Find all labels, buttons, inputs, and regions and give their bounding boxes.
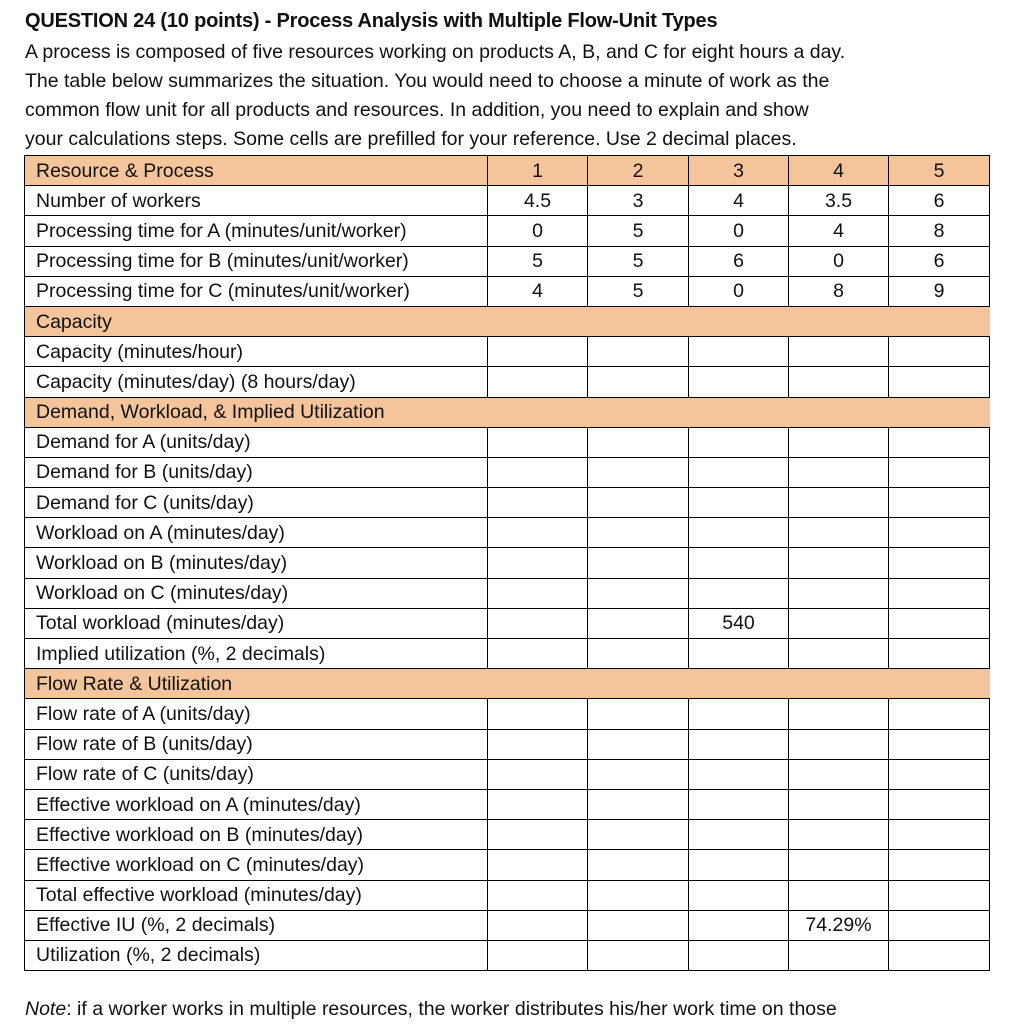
resource-3-cell[interactable]: 540 bbox=[689, 608, 789, 638]
resource-5-cell[interactable] bbox=[889, 427, 990, 457]
resource-5-cell[interactable] bbox=[889, 820, 990, 850]
input-row bbox=[25, 216, 990, 246]
table-row bbox=[25, 337, 990, 367]
table-row bbox=[25, 548, 990, 578]
resource-4-cell[interactable] bbox=[789, 457, 889, 487]
resource-4-cell[interactable]: 3.5 bbox=[789, 186, 889, 216]
resource-4-cell[interactable] bbox=[789, 940, 889, 970]
resource-3-cell[interactable]: 6 bbox=[689, 246, 789, 276]
row-label: Workload on A (minutes/day) bbox=[25, 518, 488, 548]
intro-line: common flow unit for all products and resources. In addition, you need to explain and show bbox=[25, 99, 809, 121]
resource-2-cell[interactable]: 5 bbox=[588, 246, 689, 276]
input-row bbox=[25, 276, 990, 306]
resource-4-cell[interactable] bbox=[789, 820, 889, 850]
resource-1-cell[interactable]: 4 bbox=[488, 276, 588, 306]
resource-2-cell[interactable] bbox=[588, 880, 689, 910]
table-row bbox=[25, 488, 990, 518]
resource-1-header: 1 bbox=[488, 156, 588, 186]
table-row bbox=[25, 639, 990, 669]
resource-4-cell[interactable] bbox=[789, 789, 889, 819]
resource-2-cell[interactable]: 5 bbox=[588, 276, 689, 306]
resource-2-cell[interactable]: 3 bbox=[588, 186, 689, 216]
section-title: Demand, Workload, & Implied Utilization bbox=[25, 397, 990, 427]
resource-3-cell[interactable] bbox=[689, 850, 789, 880]
resource-2-cell[interactable] bbox=[588, 850, 689, 880]
row-label: Flow rate of A (units/day) bbox=[25, 699, 488, 729]
resource-5-cell[interactable] bbox=[889, 578, 990, 608]
row-label: Processing time for C (minutes/unit/worker) bbox=[25, 276, 488, 306]
footnote bbox=[25, 996, 837, 1022]
intro-line: The table below summarizes the situation. You would need to choose a minute of work as the bbox=[25, 70, 830, 92]
intro-line: your calculations steps. Some cells are prefilled for your reference. Use 2 decimal places. bbox=[25, 128, 797, 150]
resource-4-cell[interactable] bbox=[789, 639, 889, 669]
resource-1-cell[interactable] bbox=[488, 820, 588, 850]
resource-2-cell[interactable]: 5 bbox=[588, 216, 689, 246]
resource-4-cell[interactable] bbox=[789, 850, 889, 880]
process-table bbox=[24, 155, 990, 971]
resource-3-cell[interactable] bbox=[689, 639, 789, 669]
resource-3-cell[interactable] bbox=[689, 427, 789, 457]
table-row bbox=[25, 367, 990, 397]
resource-2-cell[interactable] bbox=[588, 367, 689, 397]
header-label: Resource & Process bbox=[25, 156, 488, 186]
resource-2-cell[interactable] bbox=[588, 608, 689, 638]
resource-5-header: 5 bbox=[889, 156, 990, 186]
resource-2-cell[interactable] bbox=[588, 789, 689, 819]
resource-1-cell[interactable] bbox=[488, 789, 588, 819]
resource-3-cell[interactable] bbox=[689, 910, 789, 940]
input-row bbox=[25, 186, 990, 216]
resource-5-cell[interactable] bbox=[889, 850, 990, 880]
section-title: Flow Rate & Utilization bbox=[25, 669, 990, 699]
resource-5-cell[interactable] bbox=[889, 940, 990, 970]
resource-5-cell[interactable] bbox=[889, 759, 990, 789]
resource-5-cell[interactable] bbox=[889, 518, 990, 548]
resource-1-cell[interactable]: 4.5 bbox=[488, 186, 588, 216]
table-row bbox=[25, 880, 990, 910]
resource-3-cell[interactable] bbox=[689, 578, 789, 608]
resource-4-cell[interactable]: 8 bbox=[789, 276, 889, 306]
row-label: Demand for C (units/day) bbox=[25, 488, 488, 518]
resource-1-cell[interactable] bbox=[488, 337, 588, 367]
row-label: Number of workers bbox=[25, 186, 488, 216]
resource-2-cell[interactable] bbox=[588, 337, 689, 367]
resource-4-cell[interactable] bbox=[789, 608, 889, 638]
resource-3-cell[interactable] bbox=[689, 367, 789, 397]
resource-1-cell[interactable] bbox=[488, 729, 588, 759]
resource-5-cell[interactable] bbox=[889, 457, 990, 487]
resource-4-cell[interactable]: 0 bbox=[789, 246, 889, 276]
resource-4-cell[interactable] bbox=[789, 427, 889, 457]
resource-3-cell[interactable]: 0 bbox=[689, 216, 789, 246]
resource-5-cell[interactable] bbox=[889, 729, 990, 759]
row-label: Total workload (minutes/day) bbox=[25, 608, 488, 638]
resource-5-cell[interactable] bbox=[889, 789, 990, 819]
table-row bbox=[25, 910, 990, 940]
table-row bbox=[25, 427, 990, 457]
section-capacity bbox=[25, 306, 990, 336]
resource-3-cell[interactable] bbox=[689, 518, 789, 548]
note-lead: Note bbox=[25, 998, 67, 1020]
row-label: Effective workload on C (minutes/day) bbox=[25, 850, 488, 880]
resource-1-cell[interactable] bbox=[488, 457, 588, 487]
intro-line: A process is composed of five resources working on products A, B, and C for eight hours a day. bbox=[25, 41, 846, 63]
row-label: Total effective workload (minutes/day) bbox=[25, 880, 488, 910]
resource-2-cell[interactable] bbox=[588, 488, 689, 518]
row-label: Workload on B (minutes/day) bbox=[25, 548, 488, 578]
resource-4-cell[interactable] bbox=[789, 548, 889, 578]
table-row bbox=[25, 608, 990, 638]
resource-3-cell[interactable] bbox=[689, 789, 789, 819]
row-label: Effective workload on A (minutes/day) bbox=[25, 789, 488, 819]
resource-4-cell[interactable] bbox=[789, 488, 889, 518]
resource-1-cell[interactable] bbox=[488, 639, 588, 669]
resource-5-cell[interactable] bbox=[889, 910, 990, 940]
resource-2-cell[interactable] bbox=[588, 518, 689, 548]
resource-3-cell[interactable] bbox=[689, 940, 789, 970]
resource-3-cell[interactable] bbox=[689, 820, 789, 850]
table-row bbox=[25, 578, 990, 608]
resource-4-cell[interactable] bbox=[789, 699, 889, 729]
resource-2-cell[interactable] bbox=[588, 759, 689, 789]
table-row bbox=[25, 850, 990, 880]
resource-1-cell[interactable] bbox=[488, 880, 588, 910]
input-row bbox=[25, 246, 990, 276]
row-label: Implied utilization (%, 2 decimals) bbox=[25, 639, 488, 669]
resource-4-cell[interactable] bbox=[789, 578, 889, 608]
resource-5-cell[interactable] bbox=[889, 367, 990, 397]
table-row bbox=[25, 457, 990, 487]
resource-1-cell[interactable]: 0 bbox=[488, 216, 588, 246]
resource-2-cell[interactable] bbox=[588, 940, 689, 970]
resource-3-cell[interactable]: 4 bbox=[689, 186, 789, 216]
resource-1-cell[interactable] bbox=[488, 578, 588, 608]
resource-3-cell[interactable] bbox=[689, 759, 789, 789]
resource-2-cell[interactable] bbox=[588, 639, 689, 669]
row-label: Demand for B (units/day) bbox=[25, 457, 488, 487]
table-row bbox=[25, 759, 990, 789]
table-row bbox=[25, 518, 990, 548]
row-label: Flow rate of C (units/day) bbox=[25, 759, 488, 789]
resource-5-cell[interactable]: 9 bbox=[889, 276, 990, 306]
row-label: Workload on C (minutes/day) bbox=[25, 578, 488, 608]
resource-2-cell[interactable] bbox=[588, 578, 689, 608]
row-label: Utilization (%, 2 decimals) bbox=[25, 940, 488, 970]
row-label: Capacity (minutes/hour) bbox=[25, 337, 488, 367]
resource-2-cell[interactable] bbox=[588, 699, 689, 729]
table-row bbox=[25, 940, 990, 970]
section-demand-workload bbox=[25, 397, 990, 427]
table-row bbox=[25, 789, 990, 819]
row-label: Demand for A (units/day) bbox=[25, 427, 488, 457]
row-label: Capacity (minutes/day) (8 hours/day) bbox=[25, 367, 488, 397]
resource-1-cell[interactable] bbox=[488, 367, 588, 397]
resource-1-cell[interactable] bbox=[488, 850, 588, 880]
resource-3-cell[interactable]: 0 bbox=[689, 276, 789, 306]
resource-4-cell[interactable]: 4 bbox=[789, 216, 889, 246]
resource-1-cell[interactable] bbox=[488, 518, 588, 548]
resource-3-cell[interactable] bbox=[689, 880, 789, 910]
resource-5-cell[interactable] bbox=[889, 639, 990, 669]
resource-3-cell[interactable] bbox=[689, 729, 789, 759]
resource-3-cell[interactable] bbox=[689, 699, 789, 729]
resource-1-cell[interactable] bbox=[488, 488, 588, 518]
question-title: QUESTION 24 (10 points) - Process Analysis with Multiple Flow-Unit Types bbox=[25, 10, 718, 32]
resource-1-cell[interactable]: 5 bbox=[488, 246, 588, 276]
resource-5-cell[interactable] bbox=[889, 337, 990, 367]
row-label: Effective workload on B (minutes/day) bbox=[25, 820, 488, 850]
resource-5-cell[interactable] bbox=[889, 608, 990, 638]
resource-3-header: 3 bbox=[689, 156, 789, 186]
row-label: Flow rate of B (units/day) bbox=[25, 729, 488, 759]
section-flow-rate bbox=[25, 669, 990, 699]
resource-4-header: 4 bbox=[789, 156, 889, 186]
row-label: Processing time for B (minutes/unit/worker) bbox=[25, 246, 488, 276]
resource-4-cell[interactable] bbox=[789, 880, 889, 910]
resource-1-cell[interactable] bbox=[488, 608, 588, 638]
resource-5-cell[interactable] bbox=[889, 699, 990, 729]
resource-1-cell[interactable] bbox=[488, 427, 588, 457]
resource-2-header: 2 bbox=[588, 156, 689, 186]
resource-4-cell[interactable] bbox=[789, 518, 889, 548]
table-row bbox=[25, 729, 990, 759]
resource-3-cell[interactable] bbox=[689, 457, 789, 487]
resource-2-cell[interactable] bbox=[588, 457, 689, 487]
resource-3-cell[interactable] bbox=[689, 548, 789, 578]
section-title: Capacity bbox=[25, 306, 990, 336]
resource-4-cell[interactable]: 74.29% bbox=[789, 910, 889, 940]
question-intro bbox=[25, 38, 1000, 154]
note-text: : if a worker works in multiple resources, the worker distributes his/her work time on those bbox=[66, 998, 837, 1020]
resource-2-cell[interactable] bbox=[588, 427, 689, 457]
resource-4-cell[interactable] bbox=[789, 337, 889, 367]
resource-5-cell[interactable] bbox=[889, 488, 990, 518]
resource-2-cell[interactable] bbox=[588, 729, 689, 759]
resource-1-cell[interactable] bbox=[488, 940, 588, 970]
resource-5-cell[interactable] bbox=[889, 880, 990, 910]
resource-2-cell[interactable] bbox=[588, 910, 689, 940]
resource-3-cell[interactable] bbox=[689, 337, 789, 367]
resource-4-cell[interactable] bbox=[789, 367, 889, 397]
resource-4-cell[interactable] bbox=[789, 729, 889, 759]
row-label: Processing time for A (minutes/unit/worker) bbox=[25, 216, 488, 246]
row-label: Effective IU (%, 2 decimals) bbox=[25, 910, 488, 940]
resource-2-cell[interactable] bbox=[588, 820, 689, 850]
resource-5-cell[interactable]: 6 bbox=[889, 246, 990, 276]
resource-3-cell[interactable] bbox=[689, 488, 789, 518]
resource-1-cell[interactable] bbox=[488, 699, 588, 729]
resource-5-cell[interactable]: 8 bbox=[889, 216, 990, 246]
resource-4-cell[interactable] bbox=[789, 759, 889, 789]
resource-1-cell[interactable] bbox=[488, 548, 588, 578]
table-row bbox=[25, 699, 990, 729]
resource-5-cell[interactable]: 6 bbox=[889, 186, 990, 216]
resource-1-cell[interactable] bbox=[488, 759, 588, 789]
resource-2-cell[interactable] bbox=[588, 548, 689, 578]
resource-1-cell[interactable] bbox=[488, 910, 588, 940]
resource-5-cell[interactable] bbox=[889, 548, 990, 578]
table-header-row bbox=[25, 156, 990, 186]
table-row bbox=[25, 820, 990, 850]
